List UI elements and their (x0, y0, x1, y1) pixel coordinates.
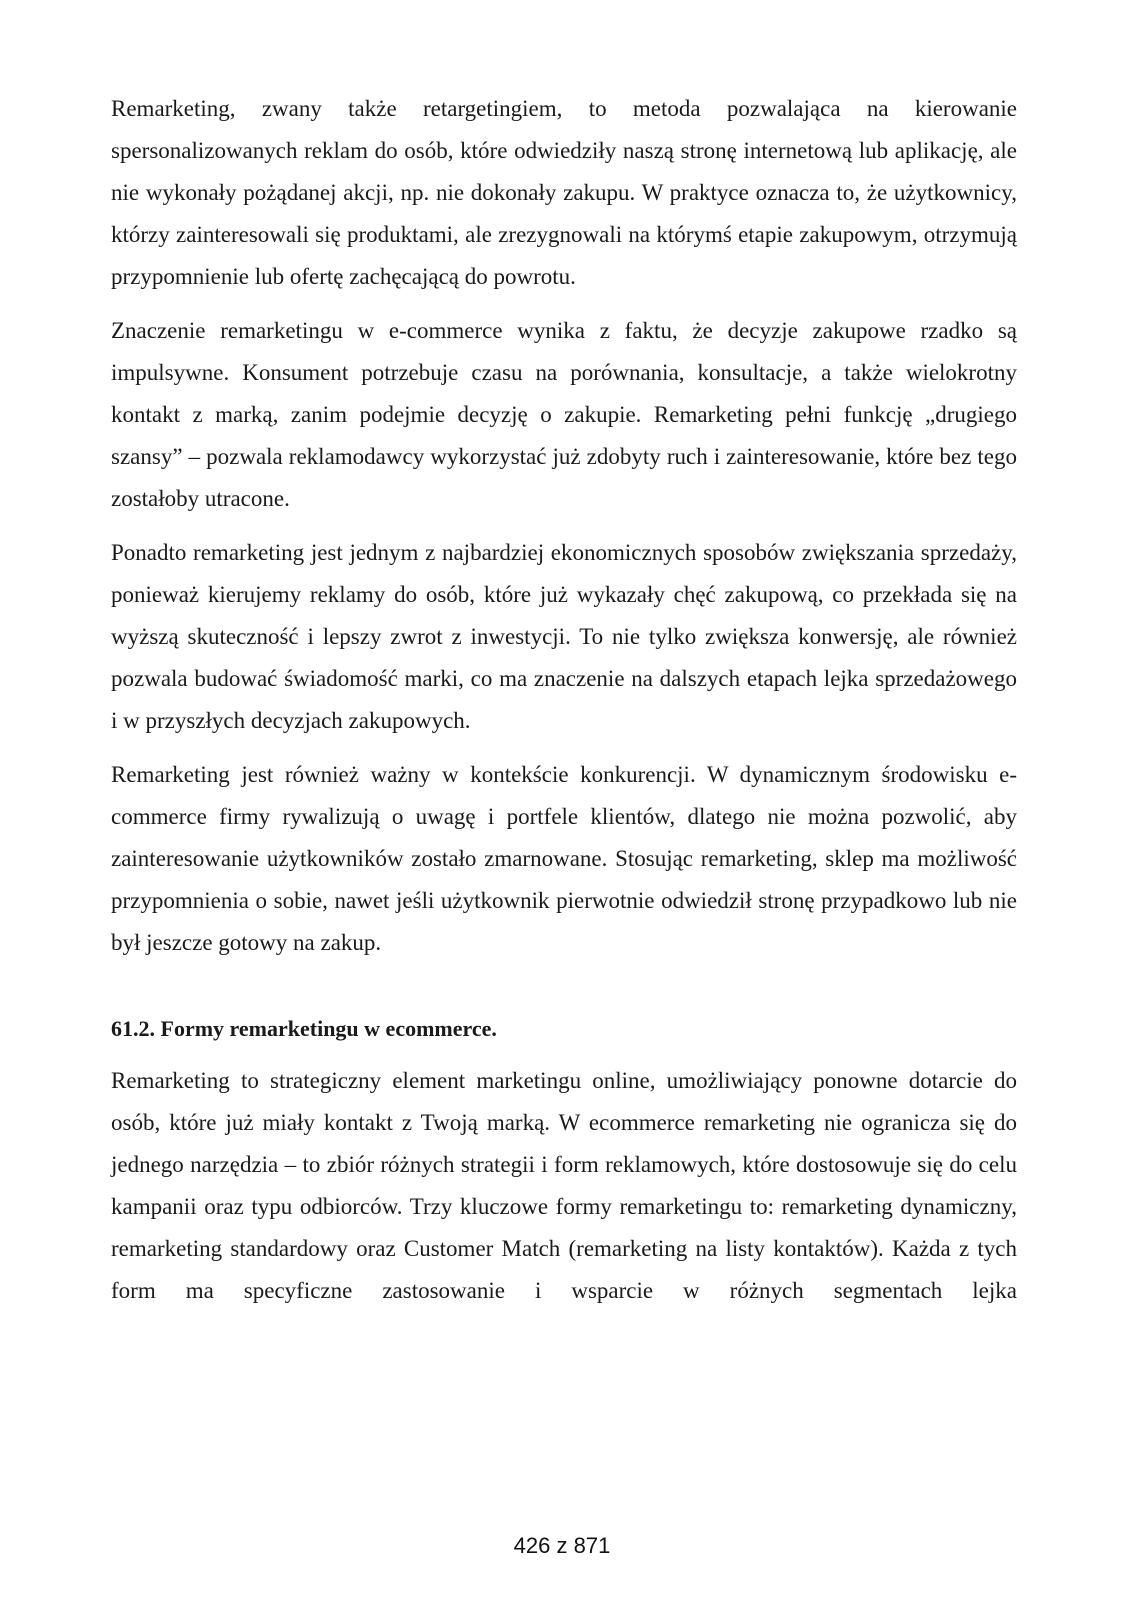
page-number: 426 z 871 (513, 1533, 611, 1558)
paragraph-remarketing-importance: Znaczenie remarketingu w e-commerce wynika z faktu, że decyzje zakupowe rzadko są impulsywne. Konsument potrzebuje czasu na porównania, konsultacje, a także wielokrotny kontakt z marką, zanim podejmie decyzję o zakupie. Remarketing pełni funkcję „drugiego szansy” – pozwala reklamodawcy wykorzystać już zdobyty ruch i zainteresowanie, które bez tego zostałoby utracone. (111, 318, 1017, 511)
paragraph-remarketing-definition: Remarketing, zwany także retargetingiem, to metoda pozwalająca na kierowanie spersonalizowanych reklam do osób, które odwiedziły naszą stronę internetową lub aplikację, ale nie wykonały pożądanej akcji, np. nie dokonały zakupu. W praktyce oznacza to, że użytkownicy, którzy zainteresowali się produktami, ale zrezygnowali na którymś etapie zakupowym, otrzymują przypomnienie lub ofertę zachęcającą do powrotu. (111, 96, 1017, 289)
paragraph-remarketing-competition: Remarketing jest również ważny w kontekście konkurencji. W dynamicznym środowisku e-commerce firmy rywalizują o uwagę i portfele klientów, dlatego nie można pozwolić, aby zainteresowanie użytkowników zostało zmarnowane. Stosując remarketing, sklep ma możliwość przypomnienia o sobie, nawet jeśli użytkownik pierwotnie odwiedził stronę przypadkowo lub nie był jeszcze gotowy na zakup. (111, 762, 1017, 955)
document-page (111, 88, 1017, 1324)
paragraph-remarketing-forms: Remarketing to strategiczny element marketingu online, umożliwiający ponowne dotarcie do osób, które już miały kontakt z Twoją marką. W ecommerce remarketing nie ogranicza się do jednego narzędzia – to zbiór różnych strategii i form reklamowych, które dostosowuje się do celu kampanii oraz typu odbiorców. Trzy kluczowe formy remarketingu to: remarketing dynamiczny, remarketing standardowy oraz Customer Match (remarketing na listy kontaktów). Każda z tych form ma specyficzne zastosowanie i wsparcie w różnych segmentach lejka (111, 1068, 1017, 1303)
paragraph-remarketing-economics: Ponadto remarketing jest jednym z najbardziej ekonomicznych sposobów zwiększania sprzedaży, ponieważ kierujemy reklamy do osób, które już wykazały chęć zakupową, co przekłada się na wyższą skuteczność i lepszy zwrot z inwestycji. To nie tylko zwiększa konwersję, ale również pozwala budować świadomość marki, co ma znaczenie na dalszych etapach lejka sprzedażowego i w przyszłych decyzjach zakupowych. (111, 540, 1017, 733)
section-heading: 61.2. Formy remarketingu w ecommerce. (111, 1016, 497, 1041)
